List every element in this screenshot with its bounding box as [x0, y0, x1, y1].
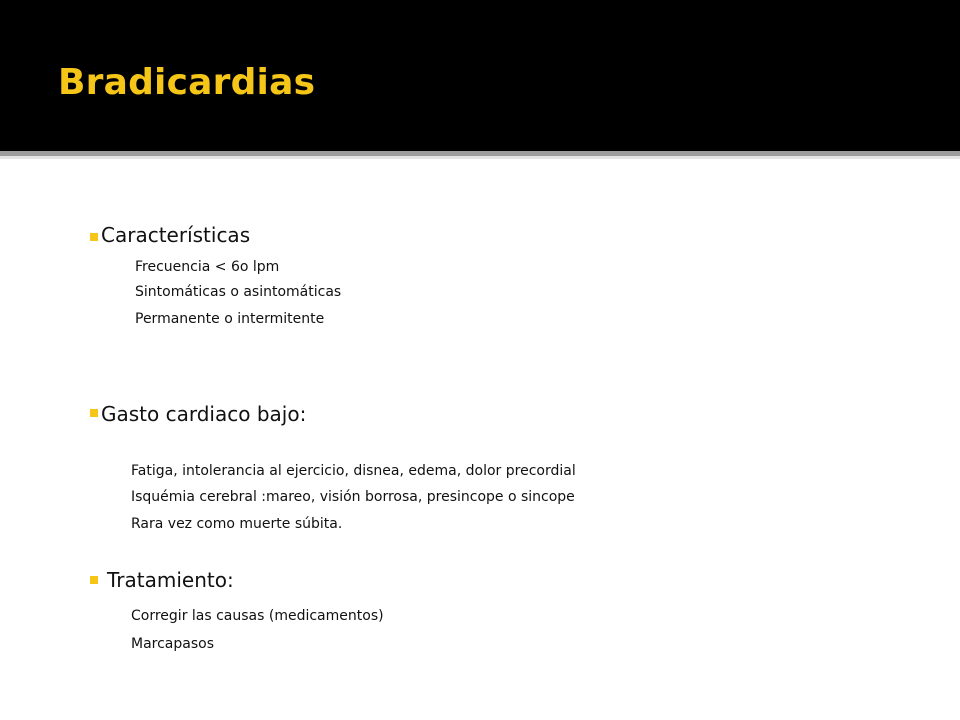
- bullet-icon: [90, 233, 98, 241]
- slide-title: Bradicardias: [58, 62, 316, 103]
- list-item: Rara vez como muerte súbita.: [131, 516, 343, 532]
- section-heading-caracteristicas: Características: [101, 223, 251, 247]
- section-heading-gasto-cardiaco: Gasto cardiaco bajo:: [101, 402, 307, 426]
- list-item: Fatiga, intolerancia al ejercicio, disnea, edema, dolor precordial: [131, 463, 576, 479]
- list-item: Permanente o intermitente: [135, 311, 325, 327]
- list-item: Corregir las causas (medicamentos): [131, 608, 384, 624]
- section-heading-tratamiento: Tratamiento:: [107, 568, 234, 592]
- title-bar: [0, 0, 960, 151]
- bullet-icon: [90, 409, 98, 417]
- list-item: Marcapasos: [131, 636, 215, 652]
- list-item: Isquémia cerebral :mareo, visión borrosa, presincope o sincope: [131, 489, 575, 505]
- list-item: Sintomáticas o asintomáticas: [135, 284, 342, 300]
- bullet-icon: [90, 576, 98, 584]
- list-item: Frecuencia < 6o lpm: [135, 259, 280, 275]
